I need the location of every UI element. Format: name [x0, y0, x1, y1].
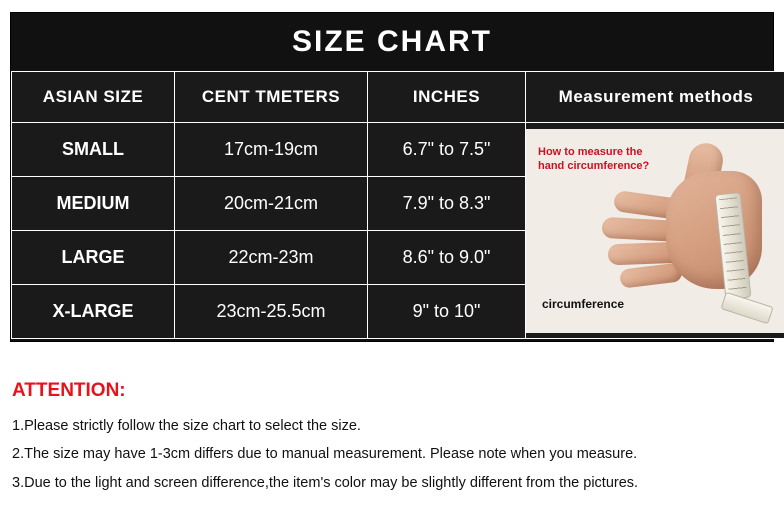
- attention-note-3: 3.Due to the light and screen difference,the item's color may be slightly different from the pictures.: [12, 474, 639, 491]
- cell-size-medium: MEDIUM: [12, 177, 175, 231]
- attention-section: [12, 380, 772, 497]
- table-row: [12, 123, 784, 177]
- cell-size-xlarge: X-LARGE: [12, 285, 175, 339]
- attention-note-2: 2.The size may have 1-3cm differs due to manual measurement. Please note when you measure.: [12, 446, 638, 463]
- attention-title: ATTENTION:: [12, 380, 126, 401]
- table-body: [12, 123, 784, 339]
- measurement-illustration: [526, 129, 784, 333]
- table-header-row: [12, 72, 784, 123]
- column-header-inches: INCHES: [368, 72, 526, 123]
- measurement-illustration-cell: [526, 123, 784, 339]
- cell-inches-small: 6.7" to 7.5": [368, 123, 526, 177]
- cell-inches-xlarge: 9" to 10": [368, 285, 526, 339]
- cell-size-small: SMALL: [12, 123, 175, 177]
- measurement-label: circumference: [542, 296, 625, 311]
- cell-inches-medium: 7.9" to 8.3": [368, 177, 526, 231]
- table-header: [12, 72, 784, 123]
- column-header-centimeters: CENT TMETERS: [175, 72, 368, 123]
- cell-cm-small: 17cm-19cm: [175, 123, 368, 177]
- size-chart-table: [11, 71, 784, 339]
- measurement-caption: How to measure the hand circumference?: [538, 145, 650, 173]
- column-header-measurement-methods: Measurement methods: [526, 72, 784, 123]
- cell-cm-medium: 20cm-21cm: [175, 177, 368, 231]
- attention-note-1: 1.Please strictly follow the size chart to select the size.: [12, 418, 361, 434]
- page-title: SIZE CHART: [11, 13, 773, 71]
- size-chart-panel: [10, 12, 774, 342]
- cell-cm-large: 22cm-23m: [175, 231, 368, 285]
- column-header-asian-size: ASIAN SIZE: [12, 72, 175, 123]
- cell-cm-xlarge: 23cm-25.5cm: [175, 285, 368, 339]
- cell-inches-large: 8.6" to 9.0": [368, 231, 526, 285]
- cell-size-large: LARGE: [12, 231, 175, 285]
